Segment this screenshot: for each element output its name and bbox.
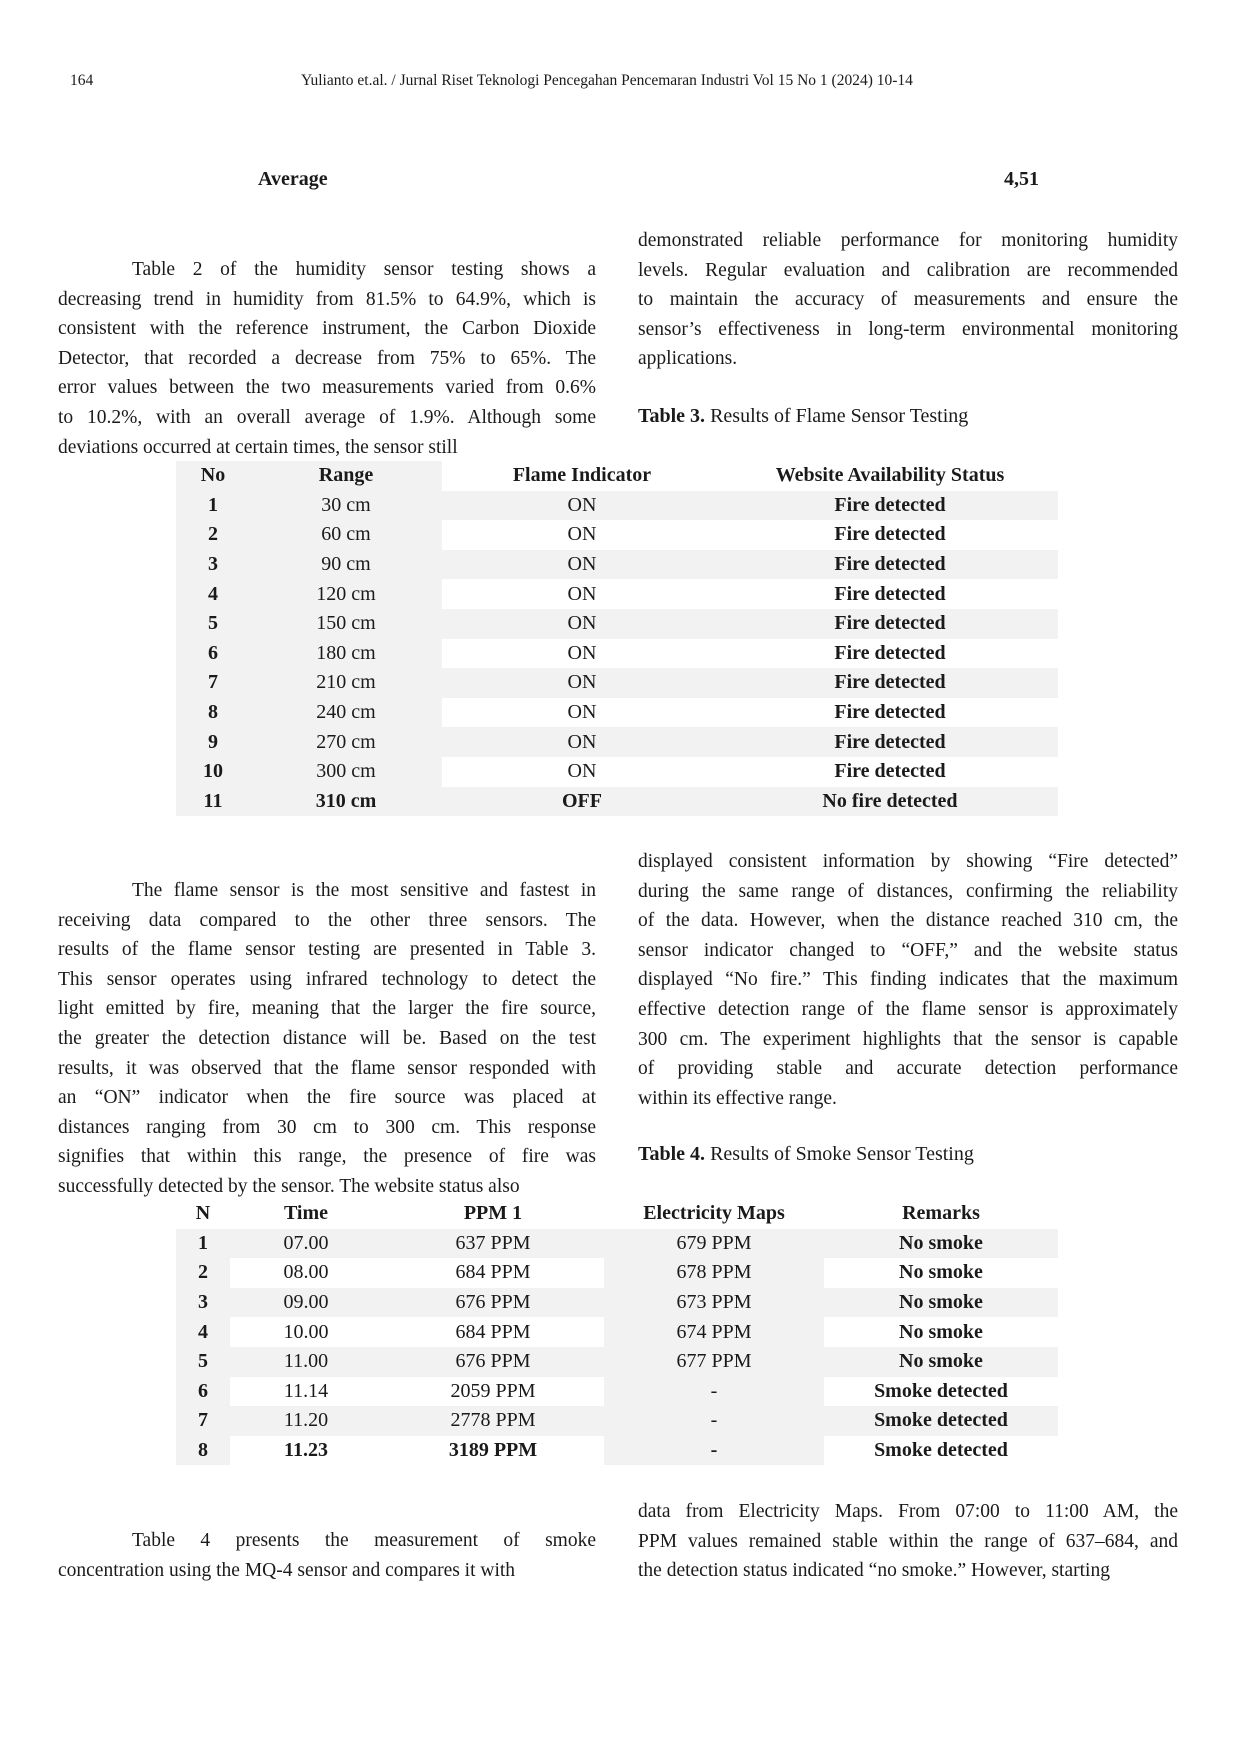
table-row: [176, 1377, 1058, 1407]
table4-caption-label: Table 4.: [638, 1143, 706, 1165]
text-line: PPM values remained stable within the range of 637–684, and: [638, 1530, 1178, 1552]
table-cell: ON: [567, 701, 597, 724]
text-line: of the data. However, when the distance reached 310 cm, the: [638, 910, 1178, 932]
table-cell: -: [604, 1377, 824, 1407]
table-cell: 60 cm: [250, 520, 442, 550]
text-line: results, it was observed that the flame sensor responded with: [58, 1057, 596, 1079]
text-line: effective detection range of the flame sensor is approximately: [638, 998, 1178, 1020]
paragraph-text: [638, 226, 1178, 374]
smoke-sensor-table: [176, 1199, 1058, 1465]
table-row: [176, 787, 1058, 817]
paragraph-flame-results: [638, 847, 1178, 1113]
text-line: demonstrated reliable performance for monitoring humidity: [638, 230, 1178, 251]
text-line: to 10.2%, with an overall average of 1.9%. Although some: [58, 406, 596, 428]
text-line: during the same range of distances, confirming the reliability: [638, 880, 1178, 902]
table-cell: ON: [442, 668, 722, 698]
table-cell: 5: [176, 1347, 230, 1377]
table-cell: 08.00: [283, 1261, 329, 1284]
table-cell: 180 cm: [250, 639, 442, 669]
table-cell: Fire detected: [722, 491, 1058, 521]
table-cell: 300 cm: [250, 757, 442, 787]
table-row: [176, 1317, 1058, 1347]
table-row: [176, 609, 1058, 639]
table-cell: 11.20: [230, 1406, 382, 1436]
paragraph-text: [638, 847, 1178, 1113]
table-cell: 11: [176, 787, 250, 817]
average-value: 4,51: [1004, 168, 1039, 190]
paragraph-text: [58, 255, 596, 462]
table-cell: 7: [176, 1406, 230, 1436]
text-line: The flame sensor is the most sensitive and fastest in: [132, 880, 596, 901]
column-header: PPM 1: [463, 1202, 523, 1225]
average-label: Average: [258, 168, 328, 190]
table-cell: 120 cm: [250, 579, 442, 609]
table-cell: 11.23: [284, 1439, 328, 1462]
paragraph-flame-sensor: [58, 876, 596, 1202]
table-cell: 210 cm: [250, 668, 442, 698]
text-line: This sensor operates using infrared technology to detect the: [58, 968, 596, 990]
table-cell: 4: [176, 579, 250, 609]
text-line: receiving data compared to the other three sensors. The: [58, 909, 596, 931]
table-cell: 90 cm: [250, 550, 442, 580]
table-cell: 2: [176, 1258, 230, 1288]
text-line: consistent with the reference instrument, the Carbon Dioxide: [58, 318, 596, 340]
text-line: deviations occurred at certain times, the sensor still: [58, 436, 458, 458]
paragraph-text: [58, 876, 596, 1202]
column-header: No: [176, 461, 250, 491]
table-row: [176, 727, 1058, 757]
table4-caption: [638, 1143, 974, 1166]
table-cell: ON: [442, 609, 722, 639]
table-cell: ON: [442, 550, 722, 580]
table-cell: ON: [442, 491, 722, 521]
table-cell: 240 cm: [250, 698, 442, 728]
table-row: [176, 668, 1058, 698]
table3-caption-label: Table 3.: [638, 405, 706, 427]
text-line: applications.: [638, 348, 738, 370]
table-cell: 3: [176, 550, 250, 580]
text-line: Table 2 of the humidity sensor testing shows a: [132, 259, 596, 280]
column-header: Flame Indicator: [512, 464, 652, 487]
table-cell: 270 cm: [250, 727, 442, 757]
paragraph-smoke-results: [638, 1497, 1178, 1586]
table-cell: Fire detected: [722, 609, 1058, 639]
table-cell: 676 PPM: [382, 1347, 604, 1377]
text-line: 300 cm. The experiment highlights that the sensor is capable: [638, 1028, 1178, 1050]
table-cell: Fire detected: [722, 727, 1058, 757]
table-cell: No smoke: [824, 1347, 1058, 1377]
table-cell: 677 PPM: [604, 1347, 824, 1377]
table-row: [176, 1406, 1058, 1436]
table-cell: 6: [176, 1377, 230, 1407]
column-header: N: [195, 1202, 211, 1225]
text-line: results of the flame sensor testing are presented in Table 3.: [58, 939, 596, 961]
table-row: [176, 1288, 1058, 1318]
table-cell: 684 PPM: [455, 1261, 531, 1284]
table-cell: 1: [176, 491, 250, 521]
table-cell: 2059 PPM: [450, 1379, 536, 1402]
table-cell: No smoke: [899, 1261, 983, 1284]
text-line: of providing stable and accurate detection performance: [638, 1058, 1178, 1080]
table-cell: Fire detected: [722, 668, 1058, 698]
paragraph-text: [58, 1526, 596, 1585]
column-header: Time: [283, 1202, 329, 1225]
table-cell: 3: [176, 1288, 230, 1318]
text-line: decreasing trend in humidity from 81.5% to 64.9%, which is: [58, 288, 596, 310]
table-cell: No smoke: [824, 1229, 1058, 1259]
table-cell: 10: [176, 757, 250, 787]
text-line: levels. Regular evaluation and calibration are recommended: [638, 259, 1178, 281]
text-line: distances ranging from 30 cm to 300 cm. This response: [58, 1116, 596, 1138]
table-cell: ON: [567, 641, 597, 664]
table-cell: 11.00: [230, 1347, 382, 1377]
table-cell: 07.00: [230, 1229, 382, 1259]
table3-caption: [638, 405, 968, 428]
text-line: sensor’s effectiveness in long-term environmental monitoring: [638, 318, 1178, 340]
table-cell: ON: [567, 582, 597, 605]
text-line: an “ON” indicator when the fire source was placed at: [58, 1087, 596, 1109]
table-row: [176, 1436, 1058, 1466]
table-cell: ON: [567, 760, 597, 783]
flame-sensor-table: [176, 461, 1058, 816]
table-row: [176, 1229, 1058, 1259]
table-cell: 679 PPM: [604, 1229, 824, 1259]
table-row: [176, 1347, 1058, 1377]
table-cell: 2: [176, 520, 250, 550]
column-header: Remarks: [902, 1202, 980, 1225]
text-line: light emitted by fire, meaning that the larger the fire source,: [58, 998, 596, 1020]
table-cell: 10.00: [283, 1320, 329, 1343]
table-cell: Fire detected: [722, 550, 1058, 580]
table-cell: Fire detected: [834, 701, 946, 724]
table-cell: 2778 PPM: [382, 1406, 604, 1436]
text-line: concentration using the MQ-4 sensor and compares it with: [58, 1559, 516, 1581]
table-cell: 8: [176, 698, 250, 728]
table-cell: OFF: [442, 787, 722, 817]
table-cell: 11.14: [283, 1379, 329, 1402]
table-cell: 6: [176, 639, 250, 669]
text-line: displayed consistent information by showing “Fire detected”: [638, 851, 1178, 872]
table-row: [176, 520, 1058, 550]
table-row: [176, 1258, 1058, 1288]
table-cell: 674 PPM: [604, 1317, 824, 1347]
text-line: error values between the two measurements varied from 0.6%: [58, 377, 596, 399]
table-cell: 9: [176, 727, 250, 757]
table-cell: ON: [567, 523, 597, 546]
table-cell: 673 PPM: [604, 1288, 824, 1318]
text-line: sensor indicator changed to “OFF,” and the website status: [638, 939, 1178, 961]
table-row: [176, 491, 1058, 521]
table-cell: 684 PPM: [455, 1320, 531, 1343]
table-cell: 1: [176, 1229, 230, 1259]
table-cell: No smoke: [824, 1288, 1058, 1318]
table-cell: 150 cm: [250, 609, 442, 639]
text-line: Table 4 presents the measurement of smoke: [132, 1530, 596, 1551]
paragraph-humidity-discussion: [58, 255, 596, 462]
paragraph-text: [638, 1497, 1178, 1586]
text-line: data from Electricity Maps. From 07:00 to 11:00 AM, the: [638, 1501, 1178, 1522]
column-header: Electricity Maps: [643, 1202, 785, 1225]
table-cell: Smoke detected: [874, 1439, 1008, 1462]
paragraph-smoke-intro: [58, 1526, 596, 1585]
column-header: Website Availability Status: [775, 464, 1005, 487]
table4-caption-text: Results of Smoke Sensor Testing: [705, 1143, 974, 1165]
text-line: the greater the detection distance will be. Based on the test: [58, 1027, 596, 1049]
running-title: Yulianto et.al. / Jurnal Riset Teknologi Pencegahan Pencemaran Industri Vol 15 No 1 (2024) 10-14: [301, 72, 913, 89]
table-cell: Fire detected: [834, 641, 946, 664]
table-cell: Fire detected: [834, 760, 946, 783]
table-row: [176, 579, 1058, 609]
table-cell: 3189 PPM: [448, 1439, 538, 1462]
table-cell: 30 cm: [250, 491, 442, 521]
table-cell: Smoke detected: [874, 1379, 1008, 1402]
table-cell: 310 cm: [250, 787, 442, 817]
table-row: [176, 757, 1058, 787]
table-cell: Smoke detected: [824, 1406, 1058, 1436]
text-line: successfully detected by the sensor. The website status also: [58, 1175, 520, 1197]
text-line: displayed “No fire.” This finding indicates that the maximum: [638, 969, 1178, 991]
table-cell: 09.00: [230, 1288, 382, 1318]
table-cell: 678 PPM: [604, 1258, 824, 1288]
page-number: 164: [70, 72, 94, 89]
table-cell: 8: [176, 1436, 230, 1466]
table-cell: Fire detected: [834, 523, 946, 546]
text-line: the detection status indicated “no smoke.” However, starting: [638, 1560, 1110, 1582]
table-row: [176, 550, 1058, 580]
text-line: to maintain the accuracy of measurements and ensure the: [638, 289, 1178, 311]
table-cell: -: [604, 1406, 824, 1436]
table-cell: No smoke: [899, 1320, 983, 1343]
table-cell: 4: [176, 1317, 230, 1347]
table-cell: Fire detected: [834, 582, 946, 605]
table-row: [176, 698, 1058, 728]
text-line: signifies that within this range, the presence of fire was: [58, 1146, 596, 1168]
table-cell: 7: [176, 668, 250, 698]
table-cell: 5: [176, 609, 250, 639]
text-line: within its effective range.: [638, 1087, 837, 1109]
table-cell: -: [604, 1436, 824, 1466]
table-cell: ON: [442, 727, 722, 757]
table-cell: 676 PPM: [382, 1288, 604, 1318]
table-cell: 637 PPM: [382, 1229, 604, 1259]
text-line: Detector, that recorded a decrease from 75% to 65%. The: [58, 347, 596, 369]
table3-caption-text: Results of Flame Sensor Testing: [705, 405, 969, 427]
paragraph-humidity-conclusion: [638, 226, 1178, 374]
column-header: Range: [250, 461, 442, 491]
table-row: [176, 639, 1058, 669]
table-cell: No fire detected: [722, 787, 1058, 817]
